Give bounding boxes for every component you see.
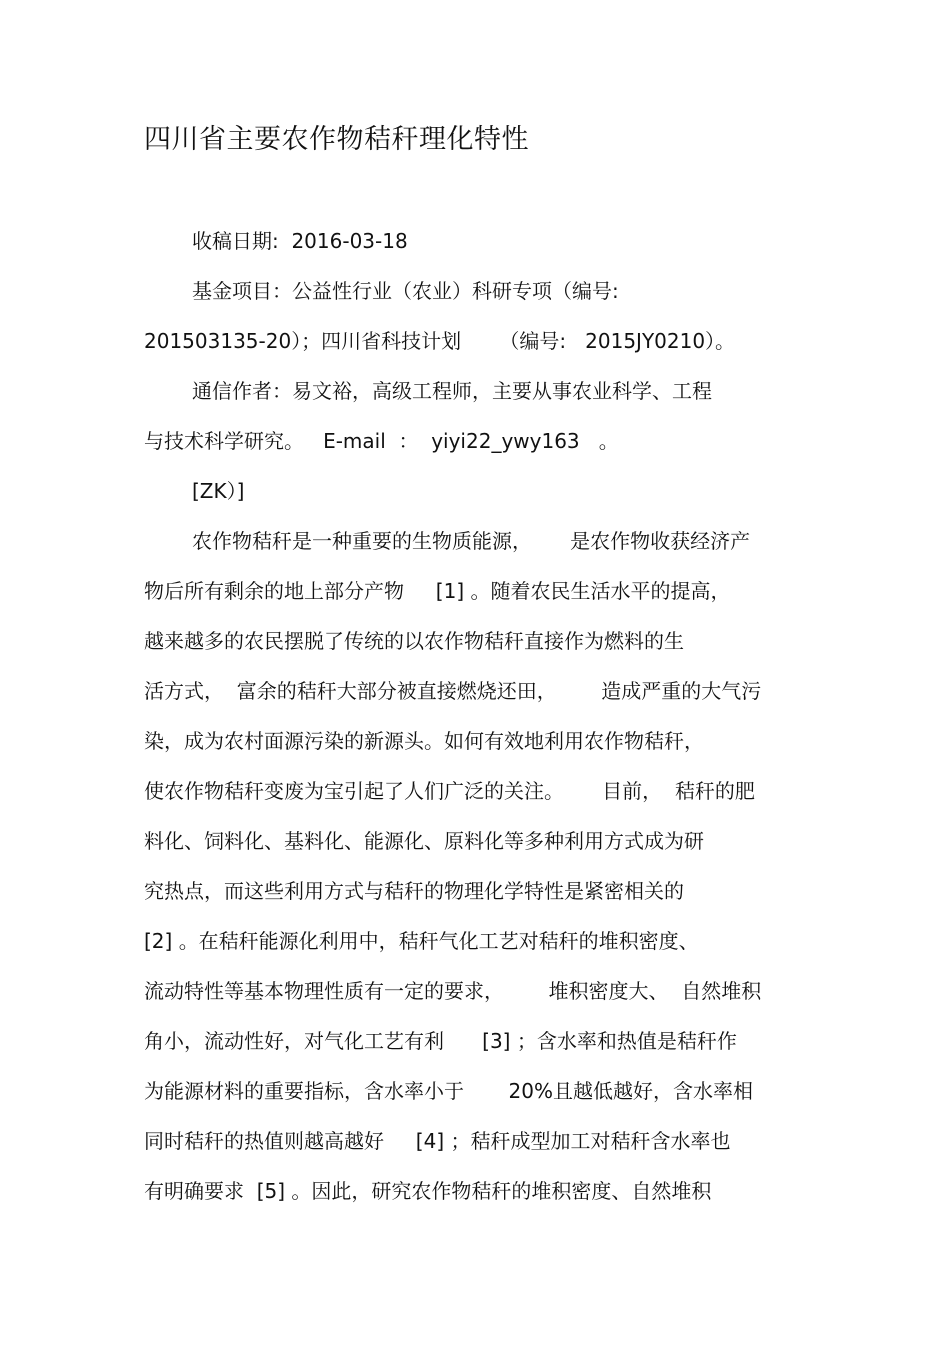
- body-text-line: 染，成为农村面源污染的新源头。如何有效地利用农作物秸秆，: [144, 729, 704, 753]
- body-text-line: 流动特性等基本物理性质有一定的要求， 堆积密度大、 自然堆积: [144, 979, 762, 1003]
- fund-project-line-cont: 201503135-20）；四川省科技计划 （编号: 2015JY0210）。: [144, 329, 736, 353]
- body-text-line: [2] 。在秸秆能源化利用中，秸秆气化工艺对秸秆的堆积密度、: [144, 929, 699, 953]
- body-text-line: 料化、饲料化、基料化、能源化、原料化等多种利用方式成为研: [144, 829, 704, 853]
- body-text-line: 越来越多的农民摆脱了传统的以农作物秸秆直接作为燃料的生: [144, 629, 684, 653]
- received-date-line: 收稿日期: 2016-03-18: [192, 229, 408, 253]
- body-text-line: 究热点，而这些利用方式与秸秆的物理化学特性是紧密相关的: [144, 879, 684, 903]
- body-text-line: 为能源材料的重要指标，含水率小于 20%且越低越好，含水率相: [144, 1079, 753, 1103]
- document-title: 四川省主要农作物秸秆理化特性: [144, 124, 529, 155]
- body-text-line: 角小，流动性好，对气化工艺有利 [3] ；含水率和热值是秸秆作: [144, 1029, 737, 1053]
- fund-project-line: 基金项目：公益性行业（农业）科研专项（编号:: [192, 279, 619, 303]
- corresponding-author-line: 通信作者：易文裕，高级工程师，主要从事农业科学、工程: [192, 379, 712, 403]
- body-text-line: 活方式， 富余的秸秆大部分被直接燃烧还田， 造成严重的大气污: [144, 679, 762, 703]
- body-text-line: 同时秸秆的热值则越高越好 [4] ；秸秆成型加工对秸秆含水率也: [144, 1129, 731, 1153]
- corresponding-author-line-cont: 与技术科学研究。 E-mail ： yiyi22_ywy163 。: [144, 429, 619, 453]
- body-text-line: 农作物秸秆是一种重要的生物质能源， 是农作物收获经济产: [192, 529, 751, 553]
- zk-marker-line: [ZK）]: [192, 479, 245, 503]
- body-text-line: 物后所有剩余的地上部分产物 [1] 。随着农民生活水平的提高，: [144, 579, 731, 603]
- body-text-line: 使农作物秸秆变废为宝引起了人们广泛的关注。 目前， 秸秆的肥: [144, 779, 755, 803]
- body-text-line: 有明确要求 [5] 。因此，研究农作物秸秆的堆积密度、自然堆积: [144, 1179, 712, 1203]
